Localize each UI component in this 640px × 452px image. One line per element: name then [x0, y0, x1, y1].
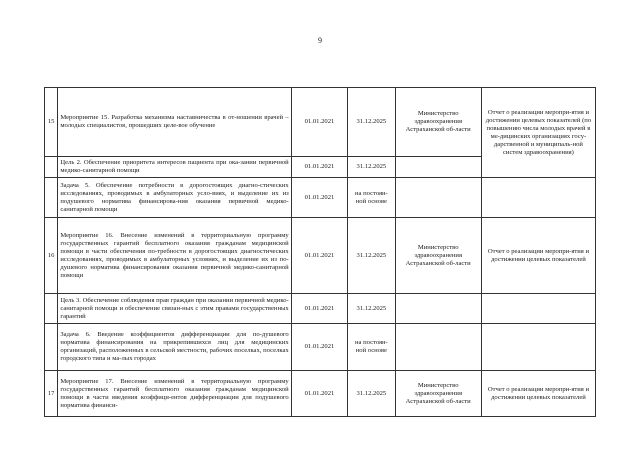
row-number [45, 294, 58, 324]
start-date: 01.01.2021 [291, 157, 348, 178]
start-date: 01.01.2021 [291, 88, 348, 157]
start-date: 01.01.2021 [291, 218, 348, 294]
end-date: на постоян-ной основе [348, 178, 395, 218]
end-date: на постоян-ной основе [348, 324, 395, 371]
start-date: 01.01.2021 [291, 371, 348, 417]
row-title: Задача 6. Введение коэффициентов дифференциации для по-душевого норматива финансирования на прикрепившихся лиц для медицинских организаций, расположенных в сельской местности, рабочих поселках, поселках городского типа и ма-лых городах [58, 324, 291, 371]
table-row [45, 324, 596, 371]
row-number: 15 [45, 88, 58, 157]
end-date: 31.12.2025 [348, 294, 395, 324]
start-date: 01.01.2021 [291, 294, 348, 324]
end-date: 31.12.2025 [348, 88, 395, 157]
responsible-body: Министерство здравоохранения Астраханской об-ласти [395, 218, 481, 294]
row-number [45, 157, 58, 178]
row-number: 17 [45, 371, 58, 417]
responsible-body [395, 294, 481, 324]
expected-result: Отчет о реализации меропри-ятия и достижении целевых показателей (по повышению числа молодых врачей в ме-дицинских организациях госу-дарственной и муниципаль-ной систем здравоохранения) [481, 88, 595, 178]
end-date: 31.12.2025 [348, 157, 395, 178]
responsible-body [395, 178, 481, 218]
row-title: Цель 3. Обеспечение соблюдения прав граждан при оказании первичной медико-санитарной помощи и обеспечение связан-ных с этим правами государственных гарантий [58, 294, 291, 324]
row-number [45, 324, 58, 371]
row-title: Задача 5. Обеспечение потребности в дорогостоящих диагно-стических исследованиях, проводимых в амбулаторных усло-виях, и выделение их из подушевого норматива финансирова-ния оказания первичной медико-санитарной помощи [58, 178, 291, 218]
row-title: Мероприятие 15. Разработка механизма наставничества в от-ношении врачей – молодых специалистов, прошедших целе-вое обучение [58, 88, 291, 157]
page-number: 9 [318, 36, 322, 45]
table-row [45, 294, 596, 324]
table-row [45, 88, 596, 157]
responsible-body: Министерство здравоохранения Астраханской об-ласти [395, 88, 481, 157]
start-date: 01.01.2021 [291, 324, 348, 371]
end-date: 31.12.2025 [348, 371, 395, 417]
start-date: 01.01.2021 [291, 178, 348, 218]
end-date: 31.12.2025 [348, 218, 395, 294]
row-title: Цель 2. Обеспечение приоритета интересов пациента при ока-зании первичной медико-санитарной помощи [58, 157, 291, 178]
row-number: 16 [45, 218, 58, 294]
expected-result: Отчет о реализации меропри-ятия и достижении целевых показателей [481, 218, 595, 294]
table-row [45, 371, 596, 417]
row-title: Мероприятие 16. Внесение изменений в территориальную программу государственных гарантий бесплатного оказания гражданам медицинской помощи в части обеспечения по-требности в дорогостоящих диагностических исследованиях, проводимых в амбулаторных условиях, и выделение их из по-душевого норматива финансирования оказания первичной медико-санитарной помощи [58, 218, 291, 294]
responsible-body [395, 324, 481, 371]
row-title: Мероприятие 17. Внесение изменений в территориальную программу государственных гарантий бесплатного оказания гражданам медицинской помощи в части введения коэффици-ентов дифференциации для подушевого норматива финанси- [58, 371, 291, 417]
measures-table [44, 87, 596, 417]
row-number [45, 178, 58, 218]
responsible-body [395, 157, 481, 178]
table-row [45, 178, 596, 218]
expected-result: Отчет о реализации меропри-ятия и достижении целевых показателей [481, 371, 595, 417]
table-row [45, 218, 596, 294]
expected-result [481, 324, 595, 371]
responsible-body: Министерство здравоохранения Астраханской об-ласти [395, 371, 481, 417]
expected-result [481, 294, 595, 324]
expected-result [481, 178, 595, 218]
